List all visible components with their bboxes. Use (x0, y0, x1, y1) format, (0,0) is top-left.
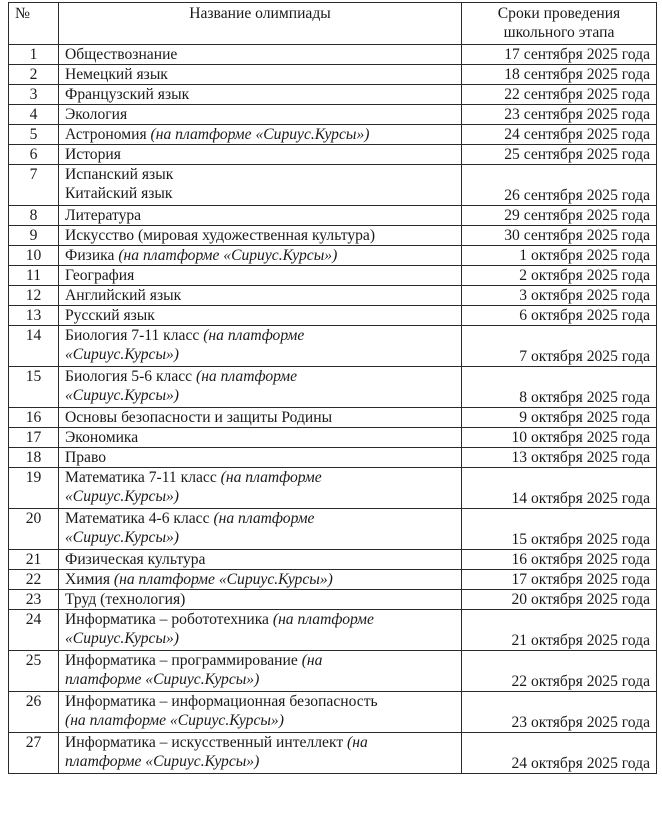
row-note-2: «Сириус.Курсы») (65, 346, 179, 363)
row-num: 19 (9, 468, 59, 509)
row-note: (на платформе «Сириус.Курсы») (118, 247, 338, 264)
row-num: 9 (9, 226, 59, 246)
row-num: 1 (9, 45, 59, 65)
row-date: 1 октября 2025 года (462, 246, 657, 266)
row-num: 20 (9, 509, 59, 550)
row-name (59, 570, 462, 590)
row-num: 26 (9, 692, 59, 733)
row-date: 25 сентября 2025 года (462, 145, 657, 165)
row-title: Труд (технология) (65, 591, 186, 608)
header-date (462, 3, 657, 45)
row-title: Экономика (65, 429, 139, 446)
row-title: Испанский язык (65, 166, 174, 183)
row-title: Химия (65, 571, 110, 588)
row-title: Русский язык (65, 307, 155, 324)
table-row (9, 550, 657, 570)
row-num: 3 (9, 85, 59, 105)
row-date: 8 октября 2025 года (462, 367, 657, 408)
table-row (9, 610, 657, 651)
row-title: Английский язык (65, 287, 182, 304)
row-note-2: «Сириус.Курсы») (65, 529, 179, 546)
row-name (59, 509, 462, 550)
row-title: География (65, 267, 135, 284)
row-date: 3 октября 2025 года (462, 286, 657, 306)
table-row (9, 692, 657, 733)
table-row (9, 125, 657, 145)
table-row (9, 45, 657, 65)
row-name (59, 408, 462, 428)
header-row (9, 3, 657, 45)
row-date: 14 октября 2025 года (462, 468, 657, 509)
row-name (59, 326, 462, 367)
row-date: 17 сентября 2025 года (462, 45, 657, 65)
table-row (9, 105, 657, 125)
row-date: 9 октября 2025 года (462, 408, 657, 428)
row-date: 21 октября 2025 года (462, 610, 657, 651)
row-date: 17 октября 2025 года (462, 570, 657, 590)
row-num: 27 (9, 733, 59, 774)
row-name (59, 610, 462, 651)
row-date: 6 октября 2025 года (462, 306, 657, 326)
row-date: 29 сентября 2025 года (462, 206, 657, 226)
row-name (59, 550, 462, 570)
row-note: (на платформе (272, 611, 374, 628)
table-row (9, 286, 657, 306)
row-date: 22 сентября 2025 года (462, 85, 657, 105)
row-name (59, 590, 462, 610)
row-name (59, 226, 462, 246)
row-date: 20 октября 2025 года (462, 590, 657, 610)
table-row (9, 509, 657, 550)
row-num: 10 (9, 246, 59, 266)
row-name (59, 65, 462, 85)
row-num: 16 (9, 408, 59, 428)
row-date: 30 сентября 2025 года (462, 226, 657, 246)
row-note: (на (347, 734, 368, 751)
row-num: 24 (9, 610, 59, 651)
table-row (9, 206, 657, 226)
row-name (59, 692, 462, 733)
row-num: 21 (9, 550, 59, 570)
row-title: Математика 4-6 класс (65, 510, 210, 527)
row-title: Право (65, 449, 107, 466)
row-num: 5 (9, 125, 59, 145)
table-row (9, 570, 657, 590)
row-name (59, 145, 462, 165)
row-name (59, 45, 462, 65)
table-row (9, 367, 657, 408)
row-num: 6 (9, 145, 59, 165)
row-title: Физическая культура (65, 551, 206, 568)
row-title: Французский язык (65, 86, 190, 103)
table-row (9, 306, 657, 326)
row-title: Физика (65, 247, 115, 264)
row-title: Основы безопасности и защиты Родины (65, 409, 333, 426)
row-date: 10 октября 2025 года (462, 428, 657, 448)
row-title: Экология (65, 106, 128, 123)
header-date-line2: школьного этапа (503, 24, 615, 41)
olympiad-schedule-table (8, 2, 657, 774)
row-date: 24 сентября 2025 года (462, 125, 657, 145)
row-num: 15 (9, 367, 59, 408)
row-note: (на (301, 652, 323, 669)
row-note: (на платформе (213, 510, 315, 527)
row-note-2: платформе «Сириус.Курсы») (65, 671, 260, 688)
row-name (59, 367, 462, 408)
row-name (59, 651, 462, 692)
table-row (9, 165, 657, 206)
row-num: 25 (9, 651, 59, 692)
row-date: 22 октября 2025 года (462, 651, 657, 692)
row-date: 16 октября 2025 года (462, 550, 657, 570)
row-title: Информатика – программирование (65, 652, 298, 669)
row-num: 2 (9, 65, 59, 85)
row-num: 18 (9, 448, 59, 468)
table-row (9, 448, 657, 468)
row-num: 14 (9, 326, 59, 367)
table-row (9, 651, 657, 692)
row-title: Биология 7-11 класс (65, 327, 200, 344)
row-name (59, 448, 462, 468)
row-title: Биология 5-6 класс (65, 368, 193, 385)
table-row (9, 590, 657, 610)
row-num: 4 (9, 105, 59, 125)
row-name (59, 105, 462, 125)
row-title: Искусство (мировая художественная культура) (65, 227, 376, 244)
table-row (9, 145, 657, 165)
row-note: (на платформе «Сириус.Курсы») (150, 126, 370, 143)
row-name (59, 306, 462, 326)
row-note-2: (на платформе «Сириус.Курсы») (65, 712, 284, 729)
table-row (9, 85, 657, 105)
row-name (59, 266, 462, 286)
row-note: (на платформе (203, 327, 305, 344)
row-name (59, 165, 462, 206)
row-title: Математика 7-11 класс (65, 469, 217, 486)
row-date: 23 сентября 2025 года (462, 105, 657, 125)
row-date: 15 октября 2025 года (462, 509, 657, 550)
row-name (59, 428, 462, 448)
table-row (9, 226, 657, 246)
row-note-2: «Сириус.Курсы») (65, 488, 179, 505)
row-title: Обществознание (65, 46, 178, 63)
row-name (59, 286, 462, 306)
row-date: 2 октября 2025 года (462, 266, 657, 286)
row-date: 26 сентября 2025 года (462, 165, 657, 206)
row-date: 18 сентября 2025 года (462, 65, 657, 85)
row-name (59, 85, 462, 105)
row-date: 23 октября 2025 года (462, 692, 657, 733)
row-num: 11 (9, 266, 59, 286)
row-date: 13 октября 2025 года (462, 448, 657, 468)
row-name (59, 246, 462, 266)
row-note-2: «Сириус.Курсы») (65, 630, 179, 647)
header-num: № (9, 3, 59, 45)
header-name: Название олимпиады (59, 3, 462, 45)
row-title: История (65, 146, 121, 163)
row-title: Немецкий язык (65, 66, 168, 83)
row-num: 17 (9, 428, 59, 448)
table-row (9, 326, 657, 367)
row-title: Информатика – информационная безопасность (65, 693, 378, 710)
row-note: (на платформе «Сириус.Курсы») (113, 571, 333, 588)
row-num: 7 (9, 165, 59, 206)
row-title: Астрономия (65, 126, 147, 143)
row-num: 12 (9, 286, 59, 306)
row-note: (на платформе (196, 368, 298, 385)
table-row (9, 266, 657, 286)
row-title: Информатика – искусственный интеллект (65, 734, 344, 751)
row-name (59, 468, 462, 509)
row-name (59, 733, 462, 774)
row-name (59, 206, 462, 226)
row-note-2: платформе «Сириус.Курсы») (65, 753, 260, 770)
table-row (9, 246, 657, 266)
row-title: Литература (65, 207, 142, 224)
header-date-line1: Сроки проведения (497, 5, 621, 22)
row-date: 24 октября 2025 года (462, 733, 657, 774)
row-num: 22 (9, 570, 59, 590)
table-row (9, 65, 657, 85)
row-note-2: «Сириус.Курсы») (65, 387, 179, 404)
table-row (9, 428, 657, 448)
row-name (59, 125, 462, 145)
row-num: 8 (9, 206, 59, 226)
row-num: 13 (9, 306, 59, 326)
table-row (9, 468, 657, 509)
table-row (9, 733, 657, 774)
row-title-2: Китайский язык (65, 185, 173, 202)
row-note: (на платформе (220, 469, 322, 486)
table-row (9, 408, 657, 428)
row-num: 23 (9, 590, 59, 610)
row-title: Информатика – робототехника (65, 611, 269, 628)
row-date: 7 октября 2025 года (462, 326, 657, 367)
